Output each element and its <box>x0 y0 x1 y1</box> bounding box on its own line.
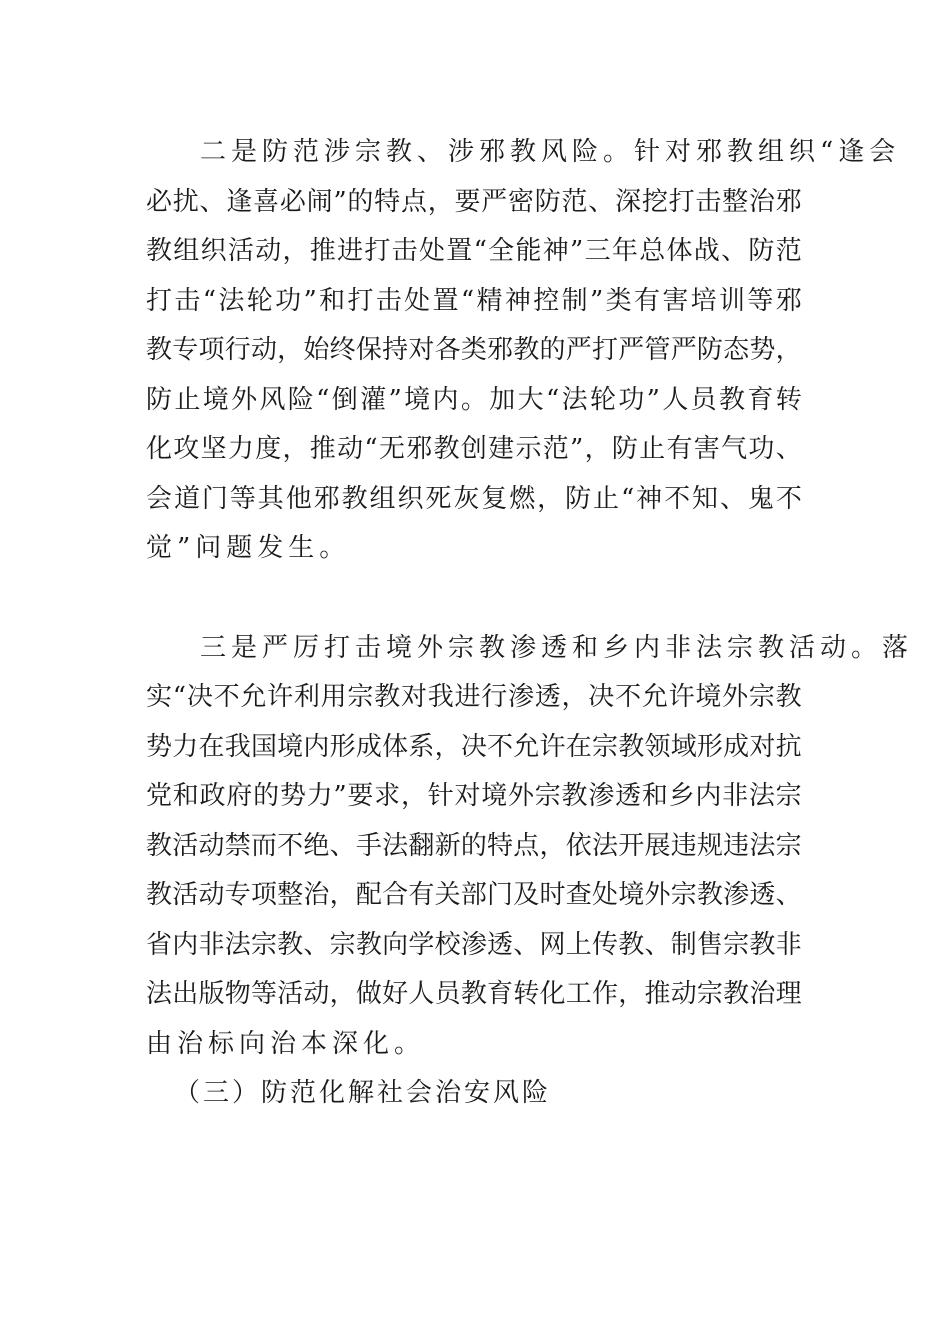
paragraph-3-line-9: 由治标向治本深化。 <box>146 1029 426 1059</box>
justified-text: 势 力 在 我 国 境 内 形 成 体 系 ， 决 不 允 许 在 宗 教 领 域 形 成 对 抗 <box>146 732 802 762</box>
paragraph-2-line-5 <box>0 325 950 375</box>
justified-text: 教 专 项 行 动 ， 始 终 保 持 对 各 类 邪 教 的 严 打 严 管 严 防 态 势 ， <box>146 335 802 365</box>
paragraph-2-line-7 <box>0 424 950 474</box>
paragraph-3-line-1: 三是严厉打击境外宗教渗透和乡内非法宗教活动。落 <box>200 633 914 663</box>
section-heading: （三）防范化解社会治安风险 <box>174 1078 552 1108</box>
paragraph-3-line-5 <box>0 821 950 871</box>
paragraph-2-line-1: 二是防范涉宗教、涉邪教风险。针对邪教组织“逢会 <box>200 137 901 167</box>
paragraph-3-line-3 <box>0 722 950 772</box>
paragraph-2-line-8 <box>0 474 950 524</box>
paragraph-3-line-2 <box>0 672 950 722</box>
paragraph-2-line-9: 觉”问题发生。 <box>146 533 351 563</box>
paragraph-2-line-3 <box>0 226 950 276</box>
justified-text: 党 和 政 府 的 势 力 ” 要 求 ， 针 对 境 外 宗 教 渗 透 和 乡 内 非 法 宗 <box>146 781 802 811</box>
paragraph-2-line-4 <box>0 276 950 326</box>
justified-text: 必 扰 、 逢 喜 必 闹 ” 的 特 点 ， 要 严 密 防 范 、 深 挖 打 击 整 治 邪 <box>146 187 802 217</box>
paragraph-3-line-7 <box>0 920 950 970</box>
justified-text: 实 “ 决 不 允 许 利 用 宗 教 对 我 进 行 渗 透 ， 决 不 允 许 境 外 宗 教 <box>146 682 802 712</box>
justified-text: 教 活 动 专 项 整 治 ， 配 合 有 关 部 门 及 时 查 处 境 外 宗 教 渗 透 、 <box>146 880 802 910</box>
paragraph-2-line-2 <box>0 177 950 227</box>
justified-text: 教 活 动 禁 而 不 绝 、 手 法 翻 新 的 特 点 ， 依 法 开 展 违 规 违 法 宗 <box>146 831 802 861</box>
justified-text: 法 出 版 物 等 活 动 ， 做 好 人 员 教 育 转 化 工 作 ， 推 动 宗 教 治 理 <box>146 979 802 1009</box>
paragraph-3-line-4 <box>0 771 950 821</box>
paragraph-3-line-6 <box>0 870 950 920</box>
justified-text: 省 内 非 法 宗 教 、 宗 教 向 学 校 渗 透 、 网 上 传 教 、 制 售 宗 教 非 <box>146 930 802 960</box>
paragraph-2-line-6 <box>0 375 950 425</box>
justified-text: 防 止 境 外 风 险 “ 倒 灌 ” 境 内 。 加 大 “ 法 轮 功 ” 人 员 教 育 转 <box>146 385 802 415</box>
justified-text: 会 道 门 等 其 他 邪 教 组 织 死 灰 复 燃 ， 防 止 “ 神 不 知 、 鬼 不 <box>146 484 802 514</box>
justified-text: 化 攻 坚 力 度 ， 推 动 “ 无 邪 教 创 建 示 范 ” ， 防 止 有 害 气 功 、 <box>146 434 802 464</box>
justified-text: 教 组 织 活 动 ， 推 进 打 击 处 置 “ 全 能 神 ” 三 年 总 体 战 、 防 范 <box>146 236 802 266</box>
justified-text: 打 击 “ 法 轮 功 ” 和 打 击 处 置 “ 精 神 控 制 ” 类 有 害 培 训 等 邪 <box>146 286 802 316</box>
paragraph-3-line-8 <box>0 969 950 1019</box>
